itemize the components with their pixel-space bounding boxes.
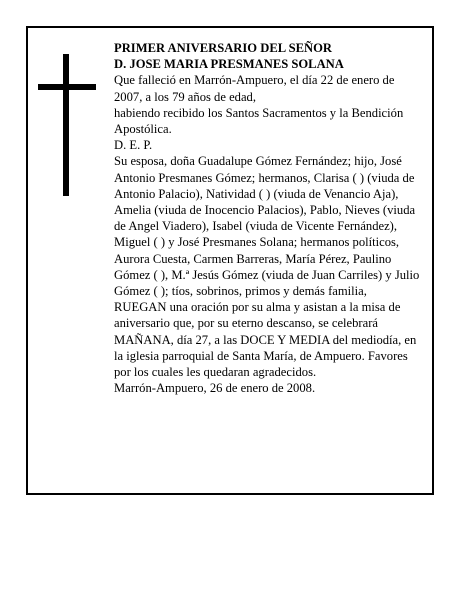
notice-mass-request: RUEGAN una oración por su alma y asistan a la misa de aniversario que, por su eterno descanso, se celebrará MAÑANA, día 27, a las DOCE Y MEDIA del mediodía, en la iglesia parroquial de Santa María, de Ampuero. Favores por los cuales les quedaran agradecidos.	[114, 300, 417, 380]
notice-family: Su esposa, doña Guadalupe Gómez Fernández; hijo, José Antonio Presmanes Gómez; hermanos, Clarisa ( ) (viuda de Antonio Palacio), Natividad ( ) (viuda de Venancio Aja), Amelia (viuda de Inocencio Palacios), Pablo, Nieves (viuda de Angel Viadero), Isabel (viuda de Vicente Fernández), Miguel ( ) y José Presmanes Solana; hermanos políticos, Aurora Cuesta, Carmen Barreras, María Pérez, Paulino Gómez ( ), M.ª Jesús Gómez (viuda de Juan Carriles) y Julio Gómez ( ); tíos, sobrinos, primos y demás familia,	[114, 154, 420, 299]
notice-text	[114, 40, 422, 396]
notice-place-date: Marrón-Ampuero, 26 de enero de 2008.	[114, 381, 316, 396]
notice-rip: D. E. P.	[114, 138, 153, 153]
notice-title-line-1: PRIMER ANIVERSARIO DEL SEÑOR	[114, 41, 332, 55]
cross-horizontal-bar	[38, 84, 96, 90]
cross-vertical-bar	[63, 54, 69, 196]
notice-title-line-2: D. JOSE MARIA PRESMANES SOLANA	[114, 57, 344, 72]
notice-death-info: Que falleció en Marrón-Ampuero, el día 22 de enero de 2007, a los 79 años de edad,	[114, 73, 395, 104]
notice-sacraments: habiendo recibido los Santos Sacramentos y la Bendición Apostólica.	[114, 105, 404, 137]
cross-icon	[38, 54, 96, 196]
